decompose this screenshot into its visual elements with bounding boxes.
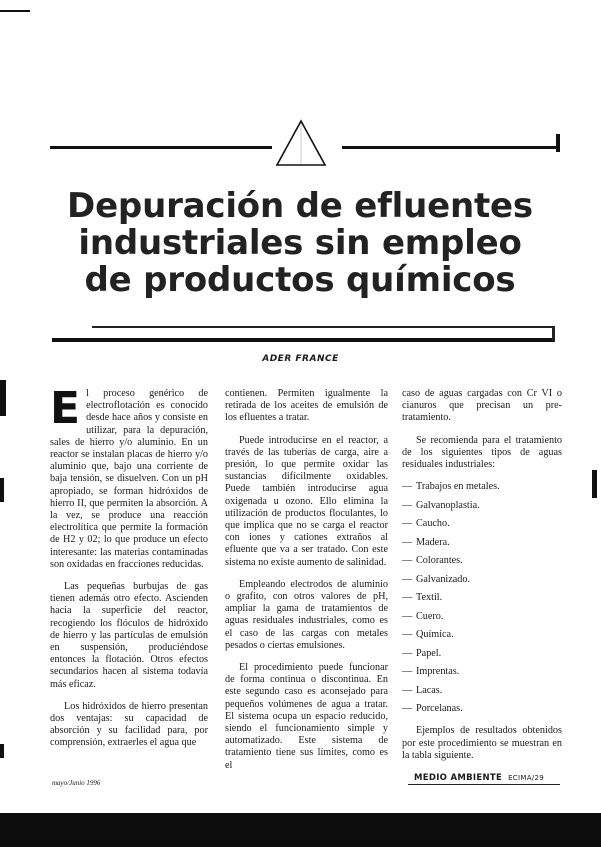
list-item: — Porcelanas. bbox=[402, 703, 562, 715]
title-line: industriales sin empleo bbox=[78, 223, 522, 263]
title-rule-thin bbox=[92, 326, 555, 328]
paragraph: caso de aguas cargadas con Cr VI o cianuros que precisan un pre-tratamiento. bbox=[402, 388, 562, 424]
issue-date: mayo/Junio 1996 bbox=[52, 779, 101, 787]
page-number: ECIMA/29 bbox=[508, 774, 544, 782]
title-line: de productos químicos bbox=[84, 260, 516, 300]
list-item: — Textil. bbox=[402, 592, 562, 604]
title-line: Depuración de efluentes bbox=[67, 186, 533, 226]
column-1 bbox=[50, 383, 208, 760]
title-rule-thick bbox=[52, 338, 555, 342]
scan-edge-mark bbox=[0, 478, 4, 502]
paragraph: contienen. Permiten igualmente la retirada de los aceites de emulsión de los efluentes a tratar. bbox=[225, 388, 388, 424]
paragraph: Los hidróxidos de hierro presentan dos ventajas: su capacidad de absorción y su facilidad para, por comprensión, extraerles el agua que bbox=[50, 700, 208, 749]
list-item: — Trabajos en metales. bbox=[402, 481, 562, 493]
column-3 bbox=[402, 388, 562, 772]
list-item: — Galvanoplastia. bbox=[402, 500, 562, 512]
list-item: — Caucho. bbox=[402, 518, 562, 530]
scan-edge-mark bbox=[0, 744, 4, 758]
list-item: — Imprentas. bbox=[402, 666, 562, 678]
header-rule-right bbox=[342, 146, 560, 149]
triangle-icon bbox=[274, 118, 328, 168]
paragraph: Puede introducirse en el reactor, a través de las tuberías de carga, aire a presión, lo que permite oxidar las sustancias difícilmente oxidables. Puede también introducirse agua oxigenada u ozono. Ello elimina la utilización de productos floculantes, lo que implica que no se carga el reactor con iones y cationes extraños al efluente que va a ser tratado. Con este sistema no existe aumento de salinidad. bbox=[225, 434, 388, 568]
footer-rule bbox=[408, 784, 560, 785]
magazine-name: MEDIO AMBIENTE bbox=[414, 773, 503, 783]
drop-cap: E bbox=[50, 383, 81, 434]
column-2 bbox=[225, 388, 388, 782]
paragraph bbox=[50, 383, 208, 571]
list-item: — Cuero. bbox=[402, 611, 562, 623]
header-rule-left bbox=[50, 146, 272, 149]
header-rule-endcap bbox=[556, 134, 560, 152]
scan-edge-mark bbox=[0, 10, 30, 12]
article-title bbox=[60, 188, 540, 299]
paragraph: Empleando electrodos de aluminio o grafito, con otros valores de pH, ampliar la gama de tratamientos de aguas residuales industriales, como es el caso de las cargas con metales pesados o ciertas emulsiones. bbox=[225, 578, 388, 651]
paragraph: Ejemplos de resultados obtenidos por este procedimiento se muestran en la tabla siguiente. bbox=[402, 725, 562, 761]
list-item: — Química. bbox=[402, 629, 562, 641]
list-item: — Galvanizado. bbox=[402, 574, 562, 586]
paragraph: El procedimiento puede funcionar de forma continua o discontinua. En este segundo caso es aconsejado para pequeños volúmenes de agua a tratar. El sistema ocupa un espacio reducido, siendo el funcionamiento simple y automatizado. Este sistema de tratamiento tiene sus límites, como es el bbox=[225, 662, 388, 771]
paragraph: Se recomienda para el tratamiento de los siguientes tipos de aguas residuales industriales: bbox=[402, 434, 562, 471]
paragraph: Las pequeñas burbujas de gas tienen además otro efecto. Ascienden hacia la superficie del reactor, recogiendo los flóculos de hidróxido de hierro y las partículas de emulsión en suspensión, produciéndose entonces la flotación. Otros efectos secundarios hacen al sistema todavía más eficaz. bbox=[50, 581, 208, 690]
article-author: ADER FRANCE bbox=[262, 354, 339, 364]
industry-list bbox=[402, 481, 562, 715]
scan-edge-mark bbox=[0, 380, 6, 416]
running-footer bbox=[414, 773, 544, 783]
list-item: — Lacas. bbox=[402, 685, 562, 697]
title-rule bbox=[52, 326, 555, 342]
scan-edge-mark bbox=[592, 470, 597, 498]
scan-shadow-bar bbox=[0, 813, 601, 847]
title-rule-endcap bbox=[552, 326, 555, 342]
list-item: — Colorantes. bbox=[402, 555, 562, 567]
list-item: — Papel. bbox=[402, 648, 562, 660]
paragraph-text: l proceso genérico de electroflotación es conocido desde hace años y consiste en utilizar, para la depuración, sales de hierro y/o aluminio. En un reactor se instalan placas de hierro y/o aluminio que, bajo una corriente de baja tensión, se disuelven. Con un pH apropiado, se forman hidróxidos de hierro II, que permiten la absorción. A la vez, se produce una reacción electrolítica que permite la formación de H2 y 02; lo que produce un efecto interesante: las materias contaminadas son oxidadas en fracciones reducidas. bbox=[50, 388, 208, 570]
list-item: — Madera. bbox=[402, 537, 562, 549]
